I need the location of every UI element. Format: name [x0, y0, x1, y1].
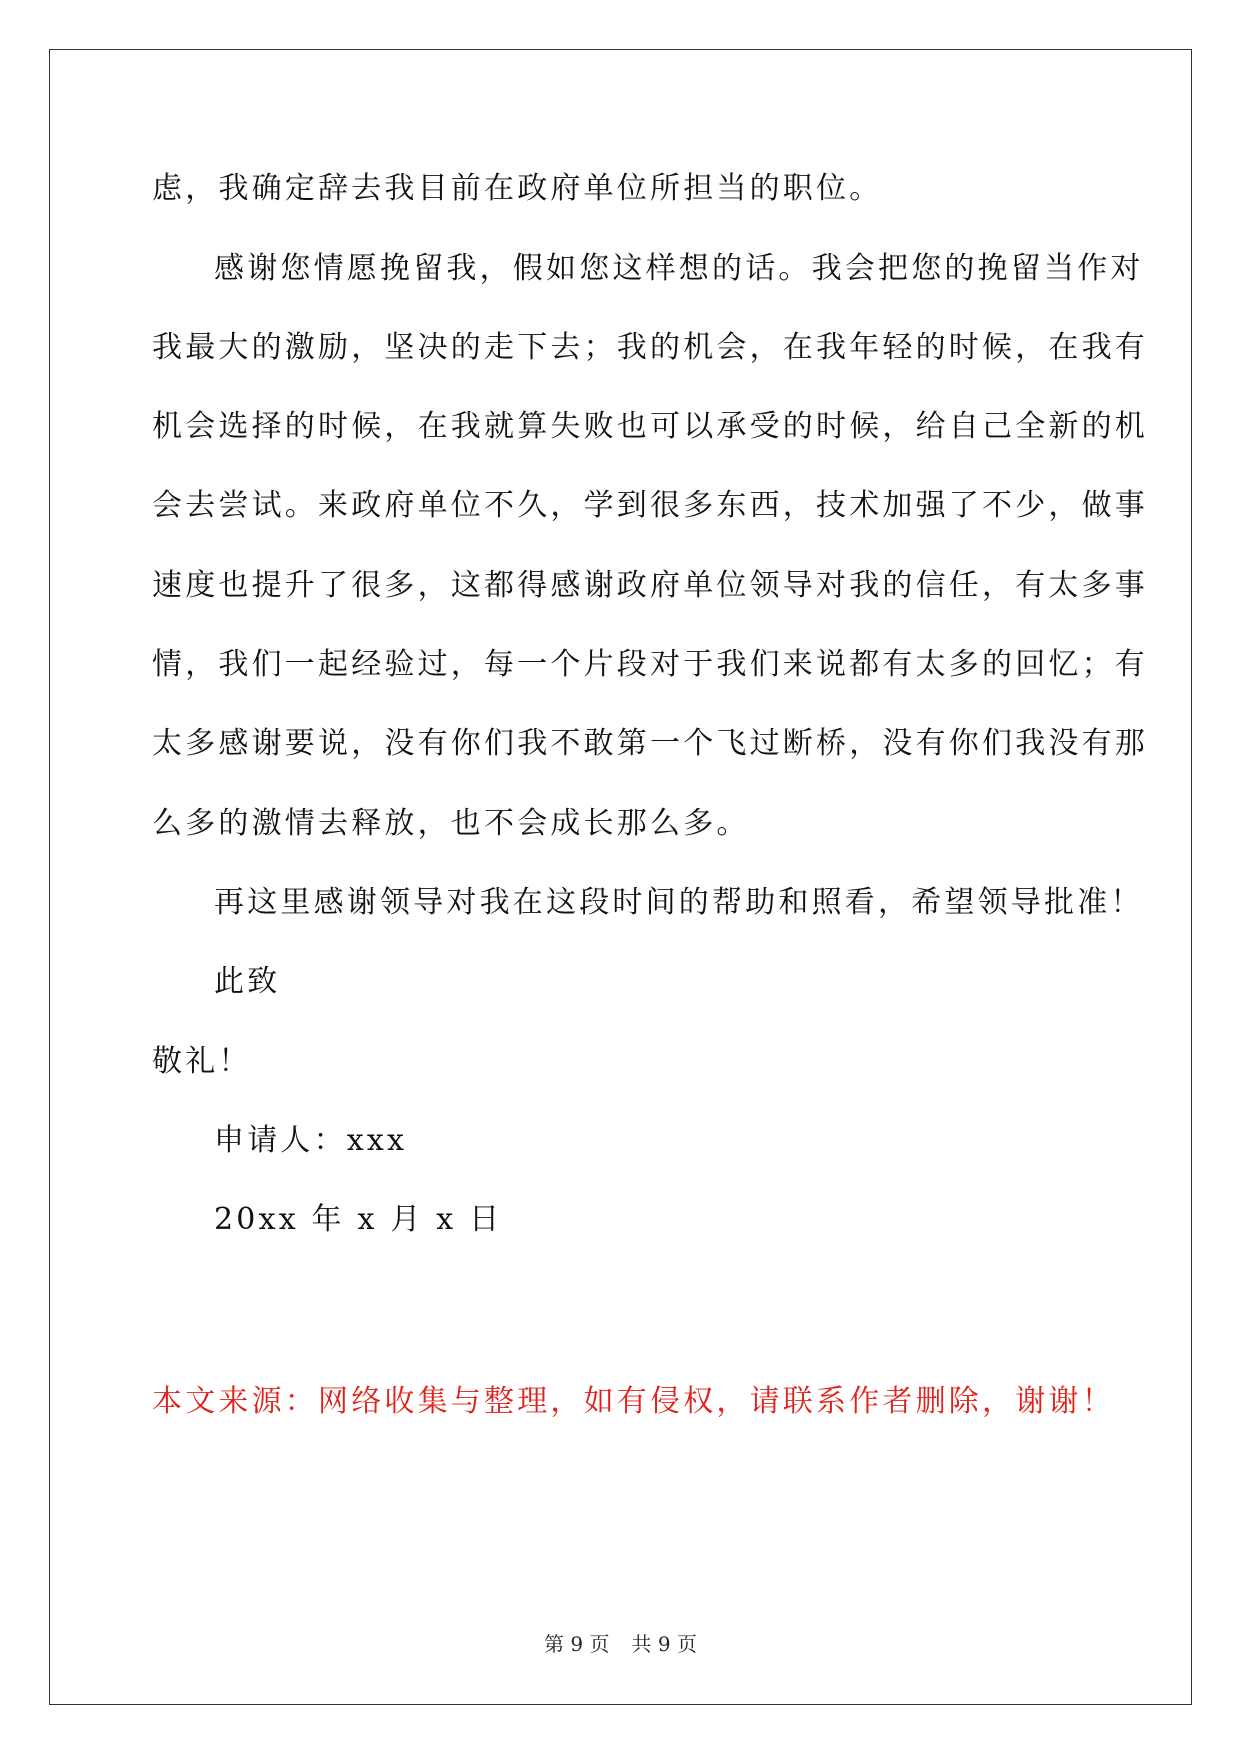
body-line-10: 再这里感谢领导对我在这段时间的帮助和照看，希望领导批准！: [214, 885, 1144, 920]
closing-regards: 敬礼！: [152, 1044, 252, 1079]
body-line-2: 感谢您情愿挽留我，假如您这样想的话。我会把您的挽留当作对: [214, 251, 1144, 286]
body-line-7: 情，我们一起经验过，每一个片段对于我们来说都有太多的回忆；有: [152, 647, 1148, 682]
applicant-line: 申请人：xxx: [214, 1123, 408, 1158]
page-frame: [49, 49, 1192, 1705]
body-line-6: 速度也提升了很多，这都得感谢政府单位领导对我的信任，有太多事: [152, 568, 1148, 603]
page-footer: [0, 1631, 1241, 1657]
closing-salutation: 此致: [214, 964, 281, 999]
body-line-1: 虑，我确定辞去我目前在政府单位所担当的职位。: [152, 171, 883, 206]
total-pages-label: 共 9 页: [631, 1632, 697, 1656]
source-note: 本文来源：网络收集与整理，如有侵权，请联系作者删除，谢谢！: [152, 1384, 1115, 1419]
date-line: 20xx 年 x 月 x 日: [214, 1202, 503, 1237]
body-line-9: 么多的激情去释放，也不会成长那么多。: [152, 806, 750, 841]
current-page-label: 第 9 页: [544, 1632, 610, 1656]
body-line-8: 太多感谢要说，没有你们我不敢第一个飞过断桥，没有你们我没有那: [152, 726, 1148, 761]
body-line-3: 我最大的激励，坚决的走下去；我的机会，在我年轻的时候，在我有: [152, 330, 1148, 365]
body-line-4: 机会选择的时候，在我就算失败也可以承受的时候，给自己全新的机: [152, 409, 1148, 444]
body-line-5: 会去尝试。来政府单位不久，学到很多东西，技术加强了不少，做事: [152, 488, 1148, 523]
